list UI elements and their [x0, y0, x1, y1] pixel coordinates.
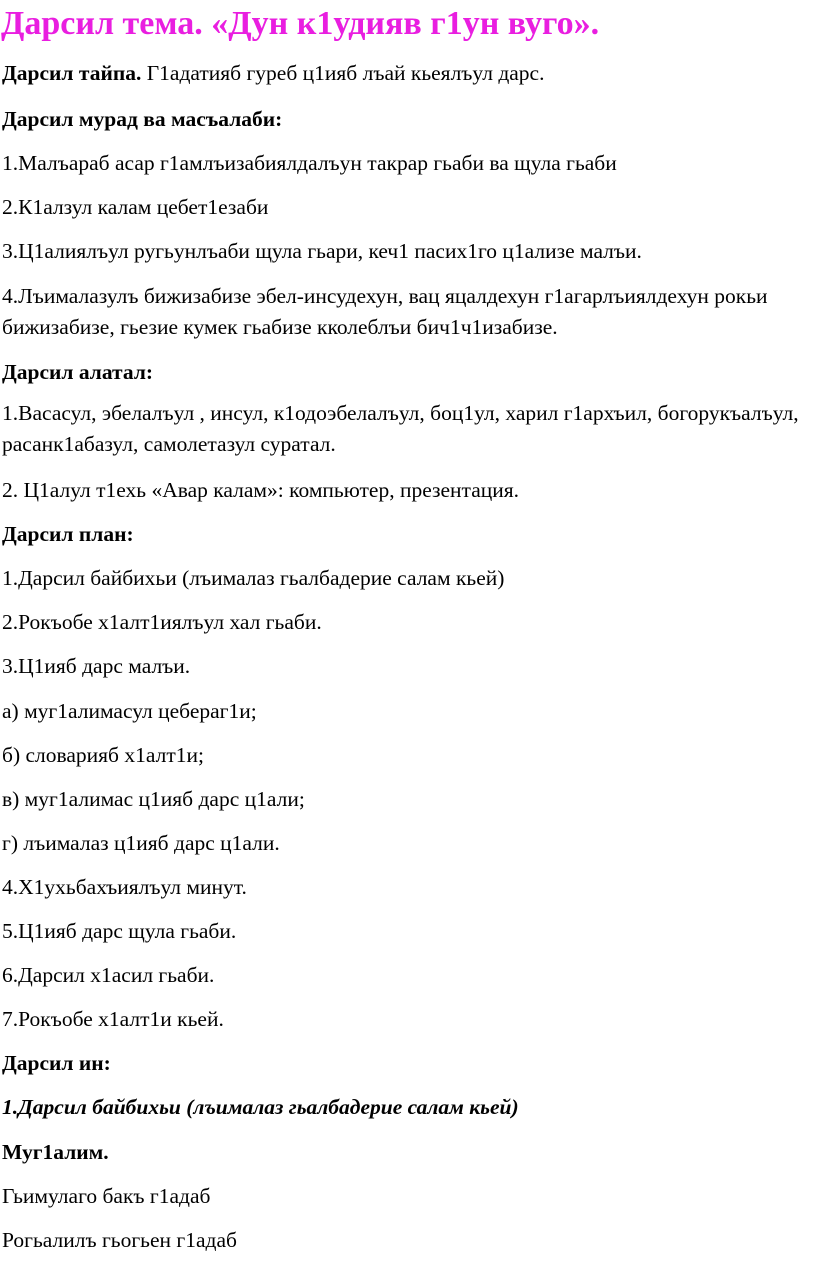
- plan-item: 6.Дарсил х1асил гьаби.: [2, 963, 215, 987]
- plan-item: 3.Ц1ияб дарс малъи.: [2, 654, 191, 678]
- plan-item: а) муг1алимасул цебераг1и;: [2, 699, 257, 723]
- step-heading: 1.Дарсил байбихьи (лъималаз гьалбадерие салам кьей): [2, 1095, 519, 1119]
- goal-item: 1.Малъараб асар г1амлъизабиялдалъун такрар гьаби ва щула гьаби: [2, 151, 617, 175]
- equipment-item: 1.Васасул, эбелалъул , инсул, к1одоэбелалъул, боц1ул, харил г1архъил, богорукъалъул, расанк1абазул, самолетазул суратал.: [2, 401, 799, 456]
- equipment-item: 2. Ц1алул т1ехь «Авар калам»: компьютер, презентация.: [2, 478, 520, 502]
- teacher-label: Муг1алим.: [2, 1140, 109, 1164]
- lesson-type: [2, 58, 544, 88]
- plan-item: 2.Рокъобе х1алт1иялъул хал гьаби.: [2, 610, 322, 634]
- goal-item: 4.Лъималазулъ бижизабизе эбел-инсудехун, вац яцалдехун г1агарлъиялдехун рокьи бижизабизе, гьезие кумек гьабизе кколеблъи бич1ч1изабизе.: [2, 284, 768, 339]
- poem-line: Гьимулаго бакъ г1адаб: [2, 1184, 211, 1208]
- goal-item: 3.Ц1алиялъул ругьунлъаби щула гьари, кеч1 пасих1го ц1ализе малъи.: [2, 239, 642, 263]
- plan-item: 4.Х1ухьбахъиялъул минут.: [2, 875, 247, 899]
- plan-item: в) муг1алимас ц1ияб дарс ц1али;: [2, 787, 305, 811]
- plan-item: б) словарияб х1алт1и;: [2, 743, 204, 767]
- lesson-type-text: Г1адатияб гуреб ц1ияб лъай кьеялъул дарс.: [141, 61, 545, 85]
- poem-line: Рогьалилъ гьогьен г1адаб: [2, 1228, 237, 1252]
- plan-heading: Дарсил план:: [2, 522, 134, 546]
- lesson-type-label: Дарсил тайпа.: [2, 61, 142, 85]
- goal-item: 2.К1алзул калам цебет1езаби: [2, 195, 269, 219]
- plan-item: г) лъималаз ц1ияб дарс ц1али.: [2, 831, 280, 855]
- goals-heading: Дарсил мурад ва масъалаби:: [2, 107, 283, 131]
- plan-item: 1.Дарсил байбихьи (лъималаз гьалбадерие салам кьей): [2, 566, 505, 590]
- plan-item: 7.Рокъобе х1алт1и кьей.: [2, 1007, 224, 1031]
- plan-item: 5.Ц1ияб дарс щула гьаби.: [2, 919, 237, 943]
- lesson-title: Дарсил тема. «Дун к1удияв г1ун вуго».: [1, 5, 600, 42]
- equipment-heading: Дарсил алатал:: [2, 360, 154, 384]
- progress-heading: Дарсил ин:: [2, 1051, 111, 1075]
